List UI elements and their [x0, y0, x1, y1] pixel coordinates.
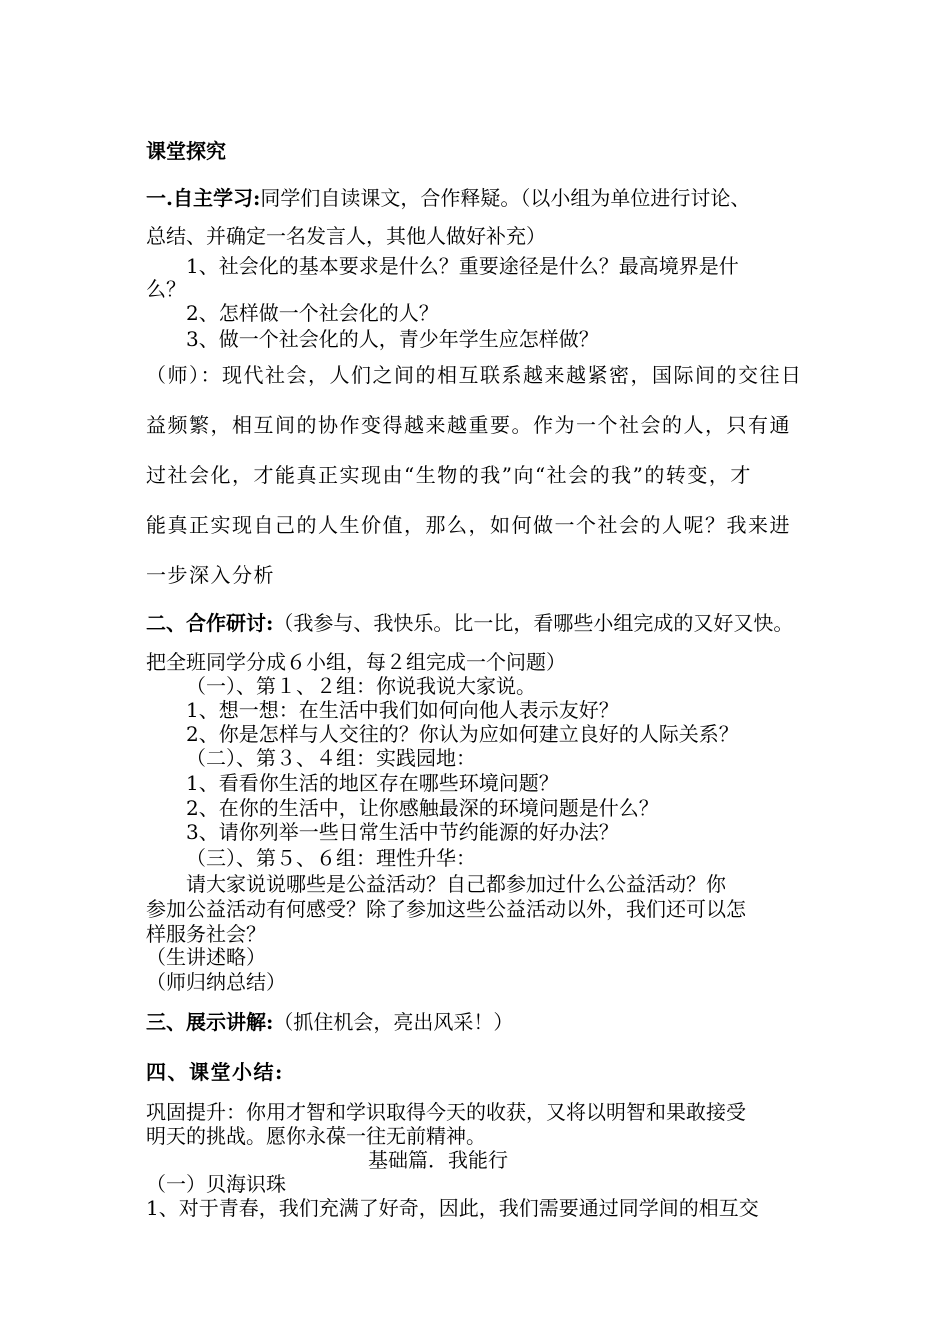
group-3-text-line-2: 参加公益活动有何感受？除了参加这些公益活动以外，我们还可以怎: [146, 897, 746, 921]
teacher-paragraph-line: 能真正实现自己的人生价值，那么，如何做一个社会的人呢？我来进: [146, 513, 791, 537]
student-note: （生讲述略）: [146, 945, 266, 969]
question-2: 2、怎样做一个社会化的人？: [186, 301, 439, 325]
part-1-heading: （一）贝海识珠: [146, 1172, 286, 1196]
section-3-heading: 三、展示讲解:: [146, 1010, 274, 1034]
group-3-heading: （三）、第５、６组：理性升华：: [186, 846, 476, 870]
section-1-intro-line-2: 总结、并确定一名发言人，其他人做好补充）: [146, 224, 546, 248]
group-3-text-line-3: 样服务社会？: [146, 922, 266, 946]
section-2-heading: 二、合作研讨:: [146, 611, 274, 635]
teacher-summary-note: （师归纳总结）: [146, 970, 286, 994]
basic-section-title: 基础篇．我能行: [368, 1148, 508, 1172]
group-3-text: 请大家说说哪些是公益活动？自己都参加过什么公益活动？你: [186, 872, 726, 896]
group-2-heading: （二）、第３、４组：实践园地：: [186, 746, 476, 770]
teacher-paragraph-line: 益频繁，相互间的协作变得越来越重要。作为一个社会的人，只有通: [146, 413, 791, 437]
consolidate-line-2: 明天的挑战。愿你永葆一往无前精神。: [146, 1124, 486, 1148]
question-1: 1、社会化的基本要求是什么？重要途径是什么？最高境界是什: [186, 254, 739, 278]
section-1-heading: 一.自主学习:: [146, 186, 261, 210]
group-2-question-2: 2、在你的生活中，让你感触最深的环境问题是什么？: [186, 796, 659, 820]
group-1-question-1: 1、想一想：在生活中我们如何向他人表示友好？: [186, 698, 619, 722]
item-1-text: 1、对于青春，我们充满了好奇，因此，我们需要通过同学间的相互交: [146, 1196, 759, 1220]
group-1-question-2: 2、你是怎样与人交往的？你认为应如何建立良好的人际关系？: [186, 722, 739, 746]
section-2-intro: 二、合作研讨:（我参与、我快乐。比一比，看哪些小组完成的又好又快。: [146, 611, 794, 635]
section-1-intro: 一.自主学习:同学们自读课文，合作释疑。（以小组为单位进行讨论、: [146, 186, 751, 210]
section-4-heading: 四、课堂小结:: [146, 1060, 284, 1084]
group-2-question-1: 1、看看你生活的地区存在哪些环境问题？: [186, 771, 559, 795]
teacher-paragraph-line: （师）：现代社会，人们之间的相互联系越来越紧密，国际间的交往日: [146, 363, 803, 387]
section-2-intro-line-2: 把全班同学分成６小组，每２组完成一个问题）: [146, 650, 566, 674]
teacher-paragraph-line: 一步深入分析: [146, 563, 275, 587]
question-3: 3、做一个社会化的人，青少年学生应怎样做？: [186, 327, 599, 351]
consolidate-line-1: 巩固提升：你用才智和学识取得今天的收获，又将以明智和果敢接受: [146, 1100, 746, 1124]
group-2-question-3: 3、请你列举一些日常生活中节约能源的好办法？: [186, 820, 619, 844]
group-1-heading: （一）、第１、２组：你说我说大家说。: [186, 674, 536, 698]
question-1-continued: 么？: [146, 277, 186, 301]
teacher-paragraph-line: 过社会化，才能真正实现由“生物的我”向“社会的我”的转变，才: [146, 463, 752, 487]
page-title: 课堂探究: [146, 139, 226, 163]
section-3: 三、展示讲解:（抓住机会，亮出风采！）: [146, 1010, 514, 1034]
